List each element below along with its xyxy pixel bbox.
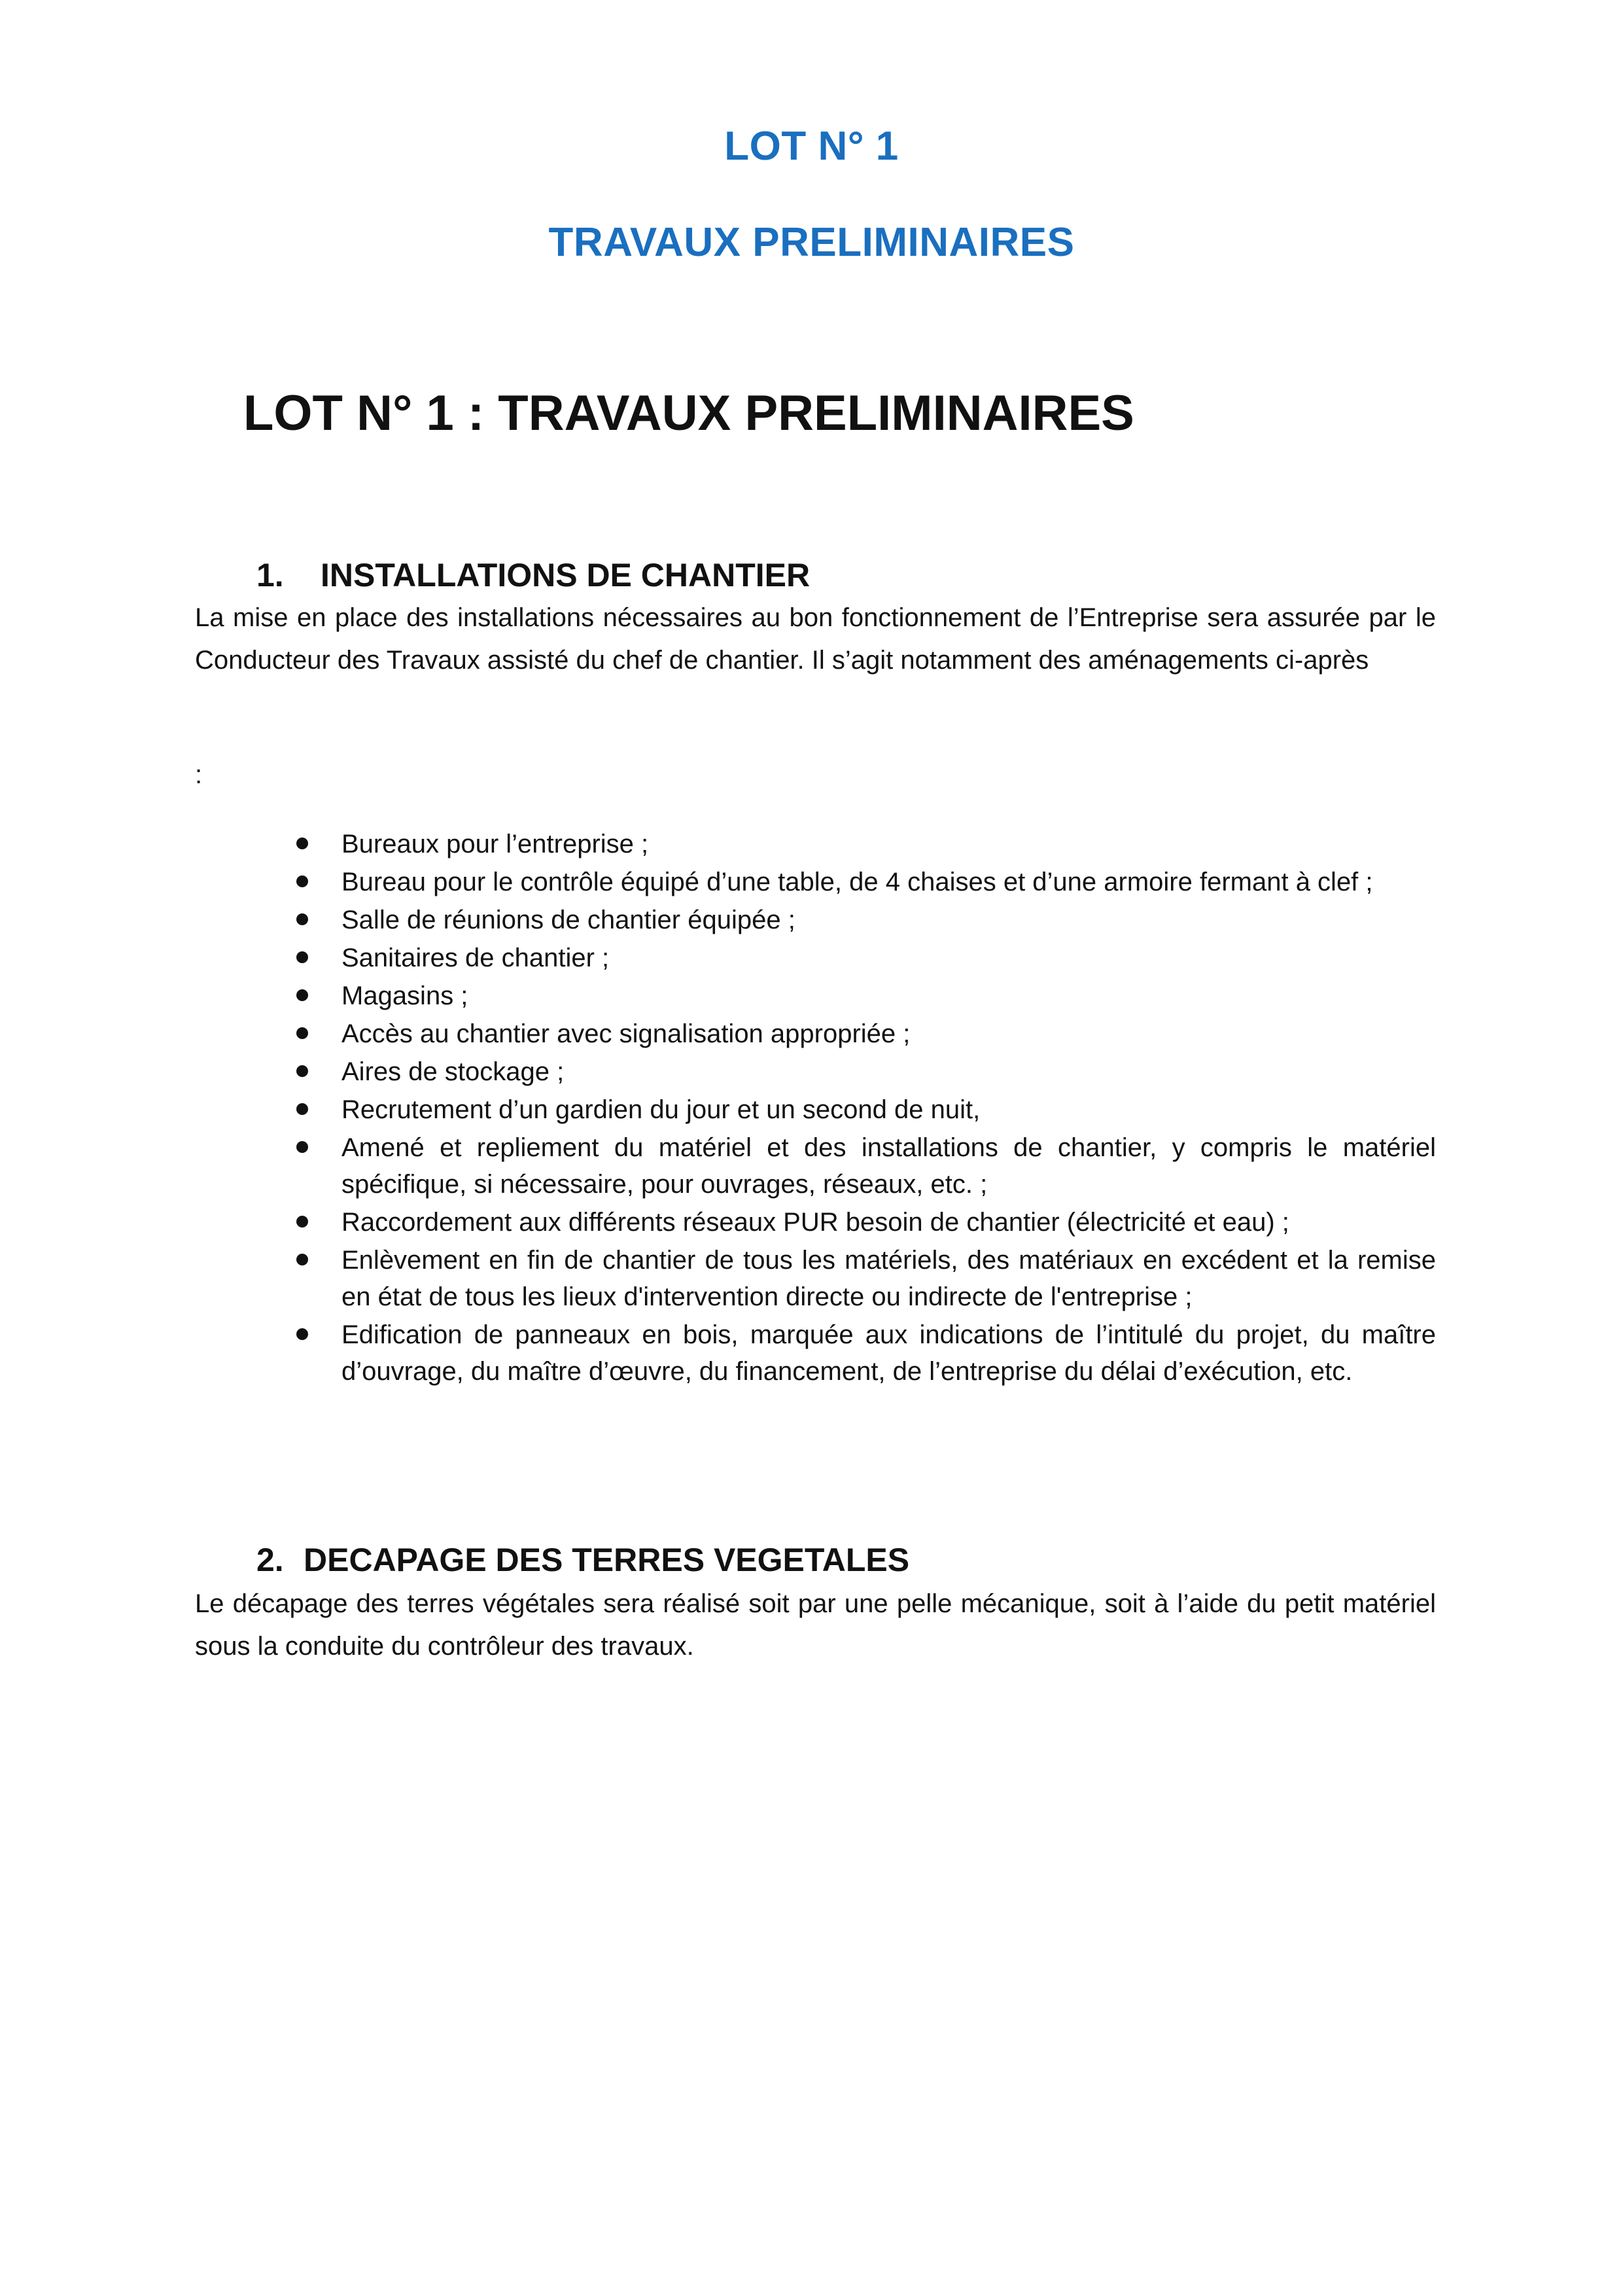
list-item-text: Recrutement d’un gardien du jour et un second de nuit, bbox=[341, 1095, 981, 1124]
list-item-text: Aires de stockage ; bbox=[341, 1057, 565, 1086]
list-item-text: Salle de réunions de chantier équipée ; bbox=[341, 906, 795, 934]
section-number: 1. bbox=[256, 557, 284, 593]
list-item-text: Sanitaires de chantier ; bbox=[341, 944, 610, 972]
section-intro-decapage: Le décapage des terres végétales sera réalisé soit par une pelle mécanique, soit à l’aide du petit matériel sous la conduite du contrôleur des travaux. bbox=[195, 1589, 1436, 1661]
bullet-icon bbox=[296, 989, 308, 1001]
bullet-icon bbox=[296, 1141, 308, 1153]
list-item bbox=[341, 826, 1436, 862]
lot-label: LOT N° 1 bbox=[724, 124, 899, 169]
list-item bbox=[341, 1091, 1436, 1128]
main-title: LOT N° 1 : TRAVAUX PRELIMINAIRES bbox=[243, 385, 1134, 441]
list-item-text: Amené et repliement du matériel et des installations de chantier, y compris le matériel spécifique, si nécessaire, pour ouvrages, réseaux, etc. ; bbox=[341, 1133, 1436, 1199]
bullet-icon bbox=[296, 1216, 308, 1227]
bullet-icon bbox=[296, 1254, 308, 1265]
list-item bbox=[341, 1242, 1436, 1315]
list-item bbox=[341, 940, 1436, 976]
lot-subtitle: TRAVAUX PRELIMINAIRES bbox=[548, 220, 1075, 265]
bullet-icon bbox=[296, 875, 308, 887]
list-item-text: Bureau pour le contrôle équipé d’une table, de 4 chaises et d’une armoire fermant à clef ; bbox=[341, 868, 1373, 896]
list-item bbox=[341, 1204, 1436, 1241]
section-heading-installations bbox=[256, 556, 810, 594]
bullet-icon bbox=[296, 1065, 308, 1077]
installations-list bbox=[0, 826, 1623, 1391]
list-item-text: Bureaux pour l’entreprise ; bbox=[341, 830, 649, 858]
list-item bbox=[341, 978, 1436, 1014]
list-item bbox=[341, 864, 1436, 900]
list-item-text: Raccordement aux différents réseaux PUR besoin de chantier (électricité et eau) ; bbox=[341, 1208, 1289, 1237]
section-heading-decapage bbox=[256, 1541, 909, 1579]
section-intro-installations: La mise en place des installations nécessaires au bon fonctionnement de l’Entreprise sera assurée par le Conducteur des Travaux assisté du chef de chantier. Il s’agit notamment des aménagements ci-après bbox=[195, 603, 1436, 675]
section-number: 2. bbox=[256, 1542, 284, 1578]
colon-line: : bbox=[195, 760, 203, 789]
list-item bbox=[341, 1316, 1436, 1390]
list-item-text: Accès au chantier avec signalisation appropriée ; bbox=[341, 1019, 911, 1048]
bullet-icon bbox=[296, 913, 308, 925]
list-item bbox=[341, 1129, 1436, 1203]
list-item-text: Magasins ; bbox=[341, 981, 468, 1010]
list-item-text: Edification de panneaux en bois, marquée aux indications de l’intitulé du projet, du maître d’ouvrage, du maître d’œuvre, du financement, de l’entreprise du délai d’exécution, etc. bbox=[341, 1320, 1436, 1386]
bullet-icon bbox=[296, 951, 308, 963]
bullet-icon bbox=[296, 1103, 308, 1115]
list-item bbox=[341, 1016, 1436, 1052]
section-title: DECAPAGE DES TERRES VEGETALES bbox=[304, 1542, 910, 1578]
list-item-text: Enlèvement en fin de chantier de tous les matériels, des matériaux en excédent et la remise en état de tous les lieux d'intervention directe ou indirecte de l'entreprise ; bbox=[341, 1246, 1436, 1311]
list-item bbox=[341, 1053, 1436, 1090]
section-title: INSTALLATIONS DE CHANTIER bbox=[321, 557, 811, 593]
list-item bbox=[341, 902, 1436, 938]
bullet-icon bbox=[296, 838, 308, 849]
bullet-icon bbox=[296, 1328, 308, 1340]
bullet-icon bbox=[296, 1027, 308, 1039]
